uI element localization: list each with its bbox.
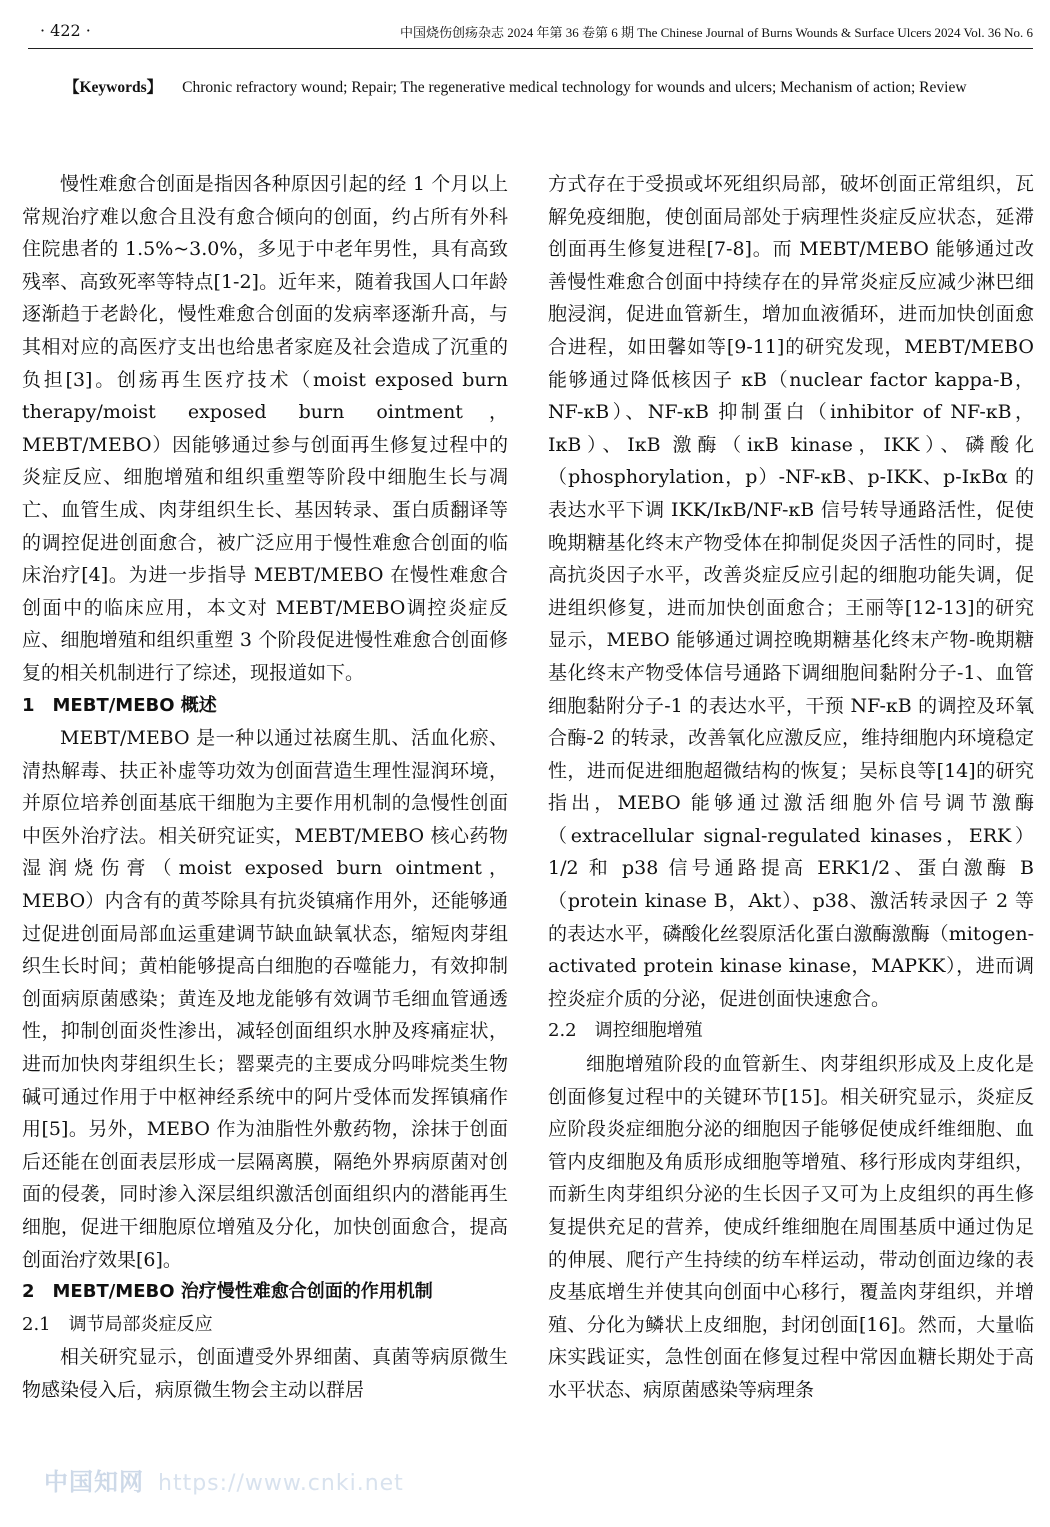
section-heading: 2 MEBT/MEBO 治疗慢性难愈合创面的作用机制 bbox=[22, 1281, 433, 1303]
paragraph: 慢性难愈合创面是指因各种原因引起的经 1 个月以上常规治疗难以愈合且没有愈合倾向的创面，约占所有外科住院患者的 1.5%~3.0%，多见于中老年男性，具有高致残率、高致死率等特点[1-2]。近年来，随着我国人口年龄逐渐趋于老龄化，慢性难愈合创面的发病率逐渐升高，与其相对应的高医疗支出也给患者家庭及社会造成了沉重的负担[3]。创疡再生医疗技术（moist exposed burn therapy/moist exposed burn ointment，MEBT/MEBO）因能够通过参与创面再生修复过程中的炎症反应、细胞增殖和组织重塑等阶段中细胞生长与凋亡、血管生成、肉芽组织生长、基因转录、蛋白质翻译等的调控促进创面愈合，被广泛应用于慢性难愈合创面的临床治疗[4]。为进一步指导 MEBT/MEBO 在慢性难愈合创面中的临床应用，本文对 MEBT/MEBO调控炎症反应、细胞增殖和组织重塑 3 个阶段促进慢性难愈合创面修复的相关机制进行了综述，现报道如下。 bbox=[22, 173, 508, 684]
subsection-heading: 2.1 调节局部炎症反应 bbox=[22, 1313, 213, 1335]
section-heading: 1 MEBT/MEBO 概述 bbox=[22, 694, 217, 716]
watermark bbox=[44, 1462, 404, 1497]
left-column bbox=[22, 168, 508, 1407]
keywords-label: 【Keywords】 bbox=[64, 79, 163, 96]
paragraph-continued: 方式存在于受损或坏死组织局部，破坏创面正常组织，瓦解免疫细胞，使创面局部处于病理性炎症反应状态，延滞创面再生修复进程[7-8]。而 MEBT/MEBO 能够通过改善慢性难愈合创面中持续存在的异常炎症反应减少淋巴细胞浸润，促进血管新生，增加血液循环，进而加快创面愈合进程，如田馨如等[9-11]的研究发现，MEBT/MEBO 能够通过降低核因子 κB（nuclear factor kappa-B，NF-κB）、NF-κB 抑制蛋白（inhibitor of NF-κB，IκB）、IκB 激酶（iκB kinase，IKK）、磷酸化（phosphorylation，p）-NF-κB、p-IKK、p-IκBα 的表达水平下调 IKK/IκB/NF-κB 信号转导通路活性，促使晚期糖基化终末产物受体在抑制促炎因子活性的同时，提高抗炎因子水平，改善炎症反应引起的细胞功能失调，促进组织修复，进而加快创面愈合；王丽等[12-13]的研究显示，MEBO 能够通过调控晚期糖基化终末产物-晚期糖基化终末产物受体信号通路下调细胞间黏附分子-1、血管细胞黏附分子-1 的表达水平，干预 NF-κB 的调控及环氧合酶-2 的转录，改善氧化应激反应，维持细胞内环境稳定性，进而促进细胞超微结构的恢复；吴标良等[14]的研究指出，MEBO 能够通过激活细胞外信号调节激酶（extracellular signal-regulated kinases，ERK）1/2 和 p38 信号通路提高 ERK1/2、蛋白激酶 B（protein kinase B，Akt）、p38、激活转录因子 2 等的表达水平，磷酸化丝裂原活化蛋白激酶激酶（mitogen-activated protein kinase kinase，MAPKK），进而调控炎症介质的分泌，促进创面快速愈合。 bbox=[548, 173, 1034, 1010]
running-title: 中国烧伤创疡杂志 2024 年第 36 卷第 6 期 The Chinese Journal of Burns Wounds & Surface Ulcers 2024 Vol. 36 No. 6 bbox=[399, 25, 1033, 40]
paragraph: 相关研究显示，创面遭受外界细菌、真菌等病原微生物感染侵入后，病原微生物会主动以群居 bbox=[22, 1346, 508, 1401]
cnki-logo: 中国知网 bbox=[44, 1468, 144, 1496]
keywords-text: Chronic refractory wound; Repair; The regenerative medical technology for wounds and ulcers; Mechanism of action; Review bbox=[182, 79, 967, 96]
watermark-url: https://www.cnki.net bbox=[158, 1471, 404, 1496]
keywords-block bbox=[64, 72, 1014, 104]
paragraph: MEBT/MEBO 是一种以通过祛腐生肌、活血化瘀、清热解毒、扶正补虚等功效为创面营造生理性湿润环境，并原位培养创面基底干细胞为主要作用机制的急慢性创面中医外治疗法。相关研究证实，MEBT/MEBO 核心药物湿润烧伤膏（moist exposed burn ointment，MEBO）内含有的黄芩除具有抗炎镇痛作用外，还能够通过促进创面局部血运重建调节缺血缺氧状态，缩短肉芽组织生长时间；黄柏能够提高白细胞的吞噬能力，有效抑制创面病原菌感染；黄连及地龙能够有效调节毛细血管通透性，抑制创面炎性渗出，减轻创面组织水肿及疼痛症状，进而加快肉芽组织生长；罂粟壳的主要成分吗啡烷类生物碱可通过作用于中枢神经系统中的阿片受体而发挥镇痛作用[5]。另外，MEBO 作为油脂性外敷药物，涂抹于创面后还能在创面表层形成一层隔离膜，隔绝外界病原菌对创面的侵袭，同时渗入深层组织激活创面组织内的潜能再生细胞，促进干细胞原位增殖及分化，加快创面愈合，提高创面治疗效果[6]。 bbox=[22, 727, 508, 1271]
page-number: · 422 · bbox=[40, 21, 91, 40]
paragraph: 细胞增殖阶段的血管新生、肉芽组织形成及上皮化是创面修复过程中的关键环节[15]。相关研究显示，炎症反应阶段炎症细胞分泌的细胞因子能够促使成纤维细胞、血管内皮细胞及角质形成细胞等增殖、移行形成肉芽组织，而新生肉芽组织分泌的生长因子又可为上皮组织的再生修复提供充足的营养，使成纤维细胞在周围基质中通过伪足的伸展、爬行产生持续的纺车样运动，带动创面边缘的表皮基底增生并使其向创面中心移行，覆盖肉芽组织，并增殖、分化为鳞状上皮细胞，封闭创面[16]。然而，大量临床实践证实，急性创面在修复过程中常因血糖长期处于高水平状态、病原菌感染等病理条 bbox=[548, 1053, 1034, 1401]
page-header bbox=[28, 18, 1033, 49]
subsection-heading: 2.2 调控细胞增殖 bbox=[548, 1020, 703, 1042]
right-column bbox=[548, 168, 1034, 1407]
